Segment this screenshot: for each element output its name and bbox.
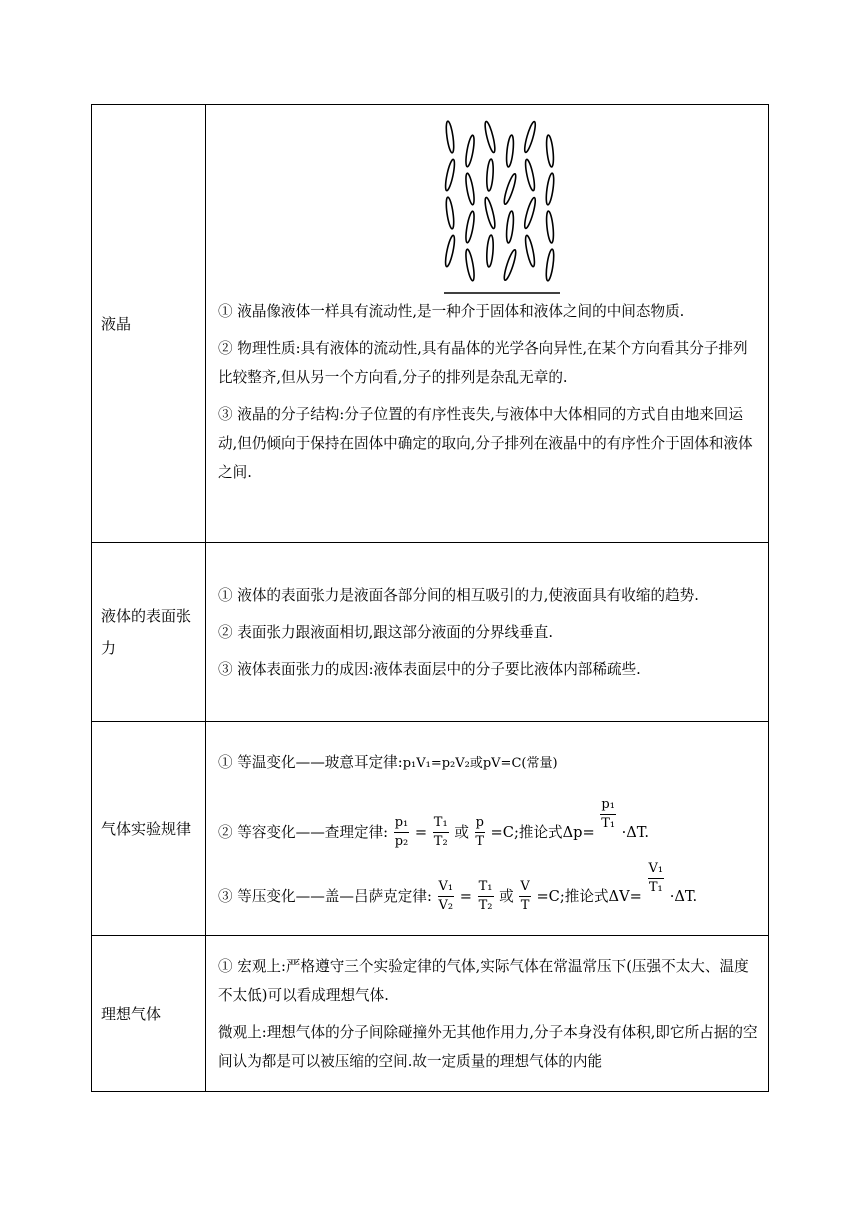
or-text: 或 <box>499 887 514 905</box>
gas-law-3-end: ·ΔT. <box>669 887 698 905</box>
liquid-crystal-molecules-diagram-icon <box>218 105 758 297</box>
table-row <box>92 543 769 722</box>
molecule-shape <box>464 173 475 206</box>
gas-law-3-prefix: ③ 等压变化——盖—吕萨克定律: <box>218 887 432 905</box>
equals-sign: = <box>414 823 428 841</box>
fraction: $\frac{V}{T}$ <box>520 879 530 913</box>
molecule-shape <box>486 235 494 267</box>
molecule-shape <box>486 159 494 191</box>
fraction: $\frac{\text{T₁}}{\text{T₂}}$ <box>478 879 493 913</box>
gas-law-1-prefix: ① 等温变化——玻意耳定律: <box>218 753 403 771</box>
molecule-shape <box>545 173 555 206</box>
list-item: 微观上:理想气体的分子间除碰撞外无其他作用力,分子本身没有体积,即它所占据的空间认为都是可以被压缩的空间.故一定质量的理想气体的内能 <box>218 1023 758 1070</box>
molecule-shape <box>445 197 455 230</box>
or-text: 或 <box>454 823 469 841</box>
molecule-shape <box>444 235 457 268</box>
molecule-shape <box>545 211 554 243</box>
molecule-shape <box>502 173 518 205</box>
list-item: ③ 液体表面张力的成因:液体表面层中的分子要比液体内部稀疏些. <box>218 660 641 678</box>
gas-law-2-mid: =C;推论式Δp= <box>490 823 595 841</box>
molecule-shape <box>545 135 554 167</box>
molecule-shape <box>523 121 538 153</box>
molecule-shape <box>464 249 475 282</box>
row-content-ideal-gas <box>206 936 769 1092</box>
row-content-liquid-crystal <box>206 105 769 543</box>
list-item <box>218 748 758 778</box>
fraction: $\frac{\text{T₁}}{\text{T₂}}$ <box>433 815 448 849</box>
molecule-shape <box>505 211 514 243</box>
molecule-shape <box>523 197 538 229</box>
row-label-gas-laws: 气体实验规律 <box>92 722 206 936</box>
molecule-shape <box>464 135 475 168</box>
gas-law-2-end: ·ΔT. <box>621 823 649 841</box>
list-item: ③ 液晶的分子结构:分子位置的有序性丧失,与液体中大体相同的方式自由地来回运动,但仍倾向于保持在固体中确定的取向,分子排列在液晶中的有序性介于固体和液体之间. <box>218 406 753 481</box>
row-content-surface-tension <box>206 543 769 722</box>
row-label-surface-tension: 液体的表面张力 <box>92 543 206 722</box>
table-row <box>92 722 769 936</box>
molecule-shape <box>444 159 457 192</box>
gas-law-1-formula: p₁V₁=p₂V₂或pV=C(常量) <box>402 755 558 771</box>
molecule-shape <box>545 249 555 282</box>
gas-law-2-prefix: ② 等容变化——查理定律: <box>218 823 389 841</box>
fraction: $\frac{\text{p₁}}{\text{p₂}}$ <box>394 815 409 849</box>
fraction: $\frac{\text{p₁}}{\text{T₁}}$ <box>601 796 616 831</box>
molecule-shape <box>505 135 514 167</box>
list-item <box>218 860 758 913</box>
molecule-shape <box>483 197 497 230</box>
molecule-shape <box>445 121 455 154</box>
molecule-shape <box>483 121 497 154</box>
molecule-shape <box>524 235 537 268</box>
list-item: ① 液体的表面张力是液面各部分间的相互吸引的力,使液面具有收缩的趋势. <box>218 586 699 604</box>
table-row <box>92 105 769 543</box>
row-label-ideal-gas: 理想气体 <box>92 936 206 1092</box>
list-item: ① 宏观上:严格遵守三个实验定律的气体,实际气体在常温常压下(压强不太大、温度不太低)可以看成理想气体. <box>218 957 749 1004</box>
fraction: $\frac{\text{V₁}}{\text{V₂}}$ <box>438 879 454 913</box>
list-item: ② 物理性质:具有液体的流动性,具有晶体的光学各向异性,在某个方向看其分子排列比较整齐,但从另一个方向看,分子的排列是杂乱无章的. <box>218 340 748 386</box>
molecule-shape <box>464 211 475 244</box>
fraction: $\frac{p}{T}$ <box>475 815 485 849</box>
list-item: ① 液晶像液体一样具有流动性,是一种介于固体和液体之间的中间态物质. <box>218 303 685 320</box>
molecule-shape <box>524 159 537 192</box>
table-row <box>92 936 769 1092</box>
list-item: ② 表面张力跟液面相切,跟这部分液面的分界线垂直. <box>218 623 553 641</box>
fraction: $\frac{\text{V₁}}{\text{T₁}}$ <box>648 860 664 895</box>
row-label-liquid-crystal: 液晶 <box>92 105 206 543</box>
equals-sign: = <box>459 887 472 905</box>
knowledge-table <box>91 104 769 1092</box>
gas-law-3-mid: =C;推论式ΔV= <box>536 887 642 905</box>
molecule-shape <box>502 249 518 281</box>
list-item <box>218 796 758 849</box>
molecule-drawing <box>436 117 566 297</box>
row-content-gas-laws <box>206 722 769 936</box>
